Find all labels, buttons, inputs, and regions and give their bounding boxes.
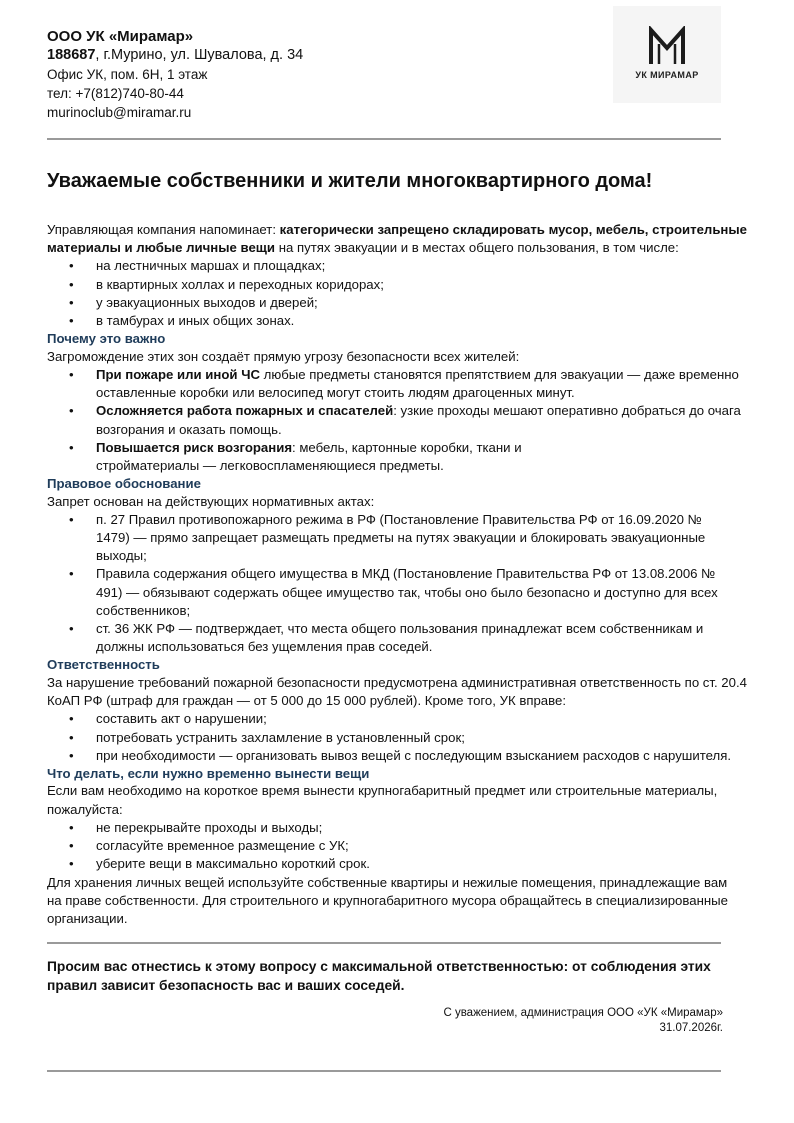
phone-number: тел: +7(812)740-80-44: [47, 86, 184, 101]
list-item: • у эвакуационных выходов и дверей;: [47, 294, 752, 312]
legal-list: [47, 511, 752, 657]
list-item: • Правила содержания общего имущества в МКД (Постановление Правительства РФ от 13.08.2006 № 491) — обязывают содержать общее имущество так, чтобы оно было безопасно и доступно для всех собственников;: [47, 565, 752, 620]
footer-divider: [47, 1070, 721, 1072]
list-item: • в тамбурах и иных общих зонах.: [47, 312, 752, 330]
page-title: Уважаемые собственники и жители многоквартирного дома!: [47, 170, 653, 192]
liability-list: [47, 710, 752, 765]
street-address: , г.Мурино, ул. Шувалова, д. 34: [95, 47, 304, 63]
temporary-tail: Для хранения личных вещей используйте собственные квартиры и нежилые помещения, принадлежащие вам на праве собственности. Для строительного и крупногабаритного мусора обращайтесь в специализированные организации.: [47, 874, 728, 926]
list-item: • потребовать устранить захламление в установленный срок;: [47, 729, 752, 747]
org-name: ООО УК «Мирамар»: [47, 28, 194, 45]
list-item: [47, 366, 752, 402]
item-bold: Повышается риск возгорания: [96, 439, 293, 455]
list-item: • в квартирных холлах и переходных коридорах;: [47, 276, 752, 294]
liability-lead: За нарушение требований пожарной безопасности предусмотрена административная ответственность по ст. 20.4 КоАП РФ (штраф для граждан — от 5 000 до 15 000 рублей). Кроме того, УК вправе:: [47, 674, 747, 709]
why-lead: Загромождение этих зон создаёт прямую угрозу безопасности всех жителей:: [47, 348, 520, 364]
temporary-lead: Если вам необходимо на короткое время вынести крупногабаритный предмет или строительные материалы, пожалуйста:: [47, 783, 718, 817]
intro-text-2: на путях эвакуации и в местах общего пользования, в том числе:: [275, 240, 679, 256]
item-text: любые предметы становятся препятствием для эвакуации — даже временно оставленные коробки или велосипед могут стоить людям драгоценных минут.: [96, 366, 739, 401]
notice-body: [47, 221, 752, 928]
item-bold: При пожаре или иной ЧС: [96, 366, 260, 382]
intro-text-1: Управляющая компания напоминает:: [47, 222, 280, 237]
closing-divider: [47, 942, 721, 944]
section-heading-why: Почему это важно: [47, 331, 166, 347]
legal-lead: Запрет основан на действующих нормативных актах:: [47, 493, 375, 509]
temporary-list: [47, 819, 752, 874]
list-item: • составить акт о нарушении;: [47, 710, 752, 728]
list-item: • на лестничных маршах и площадках;: [47, 257, 752, 275]
item-bold: Осложняется работа пожарных и спасателей: [96, 403, 394, 419]
item-text: : узкие проходы мешают оперативно добраться до очага возгорания и оказать помощь.: [96, 403, 741, 437]
item-text: : мебель, картонные коробки, ткани и стройматериалы — легковоспламеняющиеся предметы.: [96, 439, 522, 473]
org-address: [47, 46, 607, 65]
signature-line: С уважением, администрация ООО «УК «Мирамар»: [443, 1007, 723, 1019]
org-header: [47, 27, 607, 122]
company-logo: [613, 6, 721, 103]
list-item: • п. 27 Правил противопожарного режима в РФ (Постановление Правительства РФ от 16.09.2020 № 1479) — прямо запрещает размещать предметы на путях эвакуации и блокировать эвакуационные выходы;: [47, 511, 752, 566]
logo-mark-icon: [647, 26, 687, 66]
why-list: [47, 366, 752, 475]
closing-statement: Просим вас отнестись к этому вопросу с максимальной ответственностью: от соблюдения этих правил зависит безопасность вас и ваших соседей.: [47, 959, 711, 993]
intro-list: [47, 257, 752, 330]
signature-block: [443, 1006, 723, 1036]
list-item: [47, 439, 752, 475]
list-item: • не перекрывайте проходы и выходы;: [47, 819, 752, 837]
list-item: • ст. 36 ЖК РФ — подтверждает, что места общего пользования принадлежат всем собственникам и должны использоваться без ущемления прав соседей.: [47, 620, 752, 656]
list-item: • согласуйте временное размещение с УК;: [47, 837, 752, 855]
postcode: 188687: [47, 47, 96, 63]
section-heading-liability: Ответственность: [47, 657, 160, 673]
intro-bold: категорически запрещено складировать мусор, мебель, строительные материалы и любые личные вещи: [47, 222, 747, 256]
list-item: • при необходимости — организовать вывоз вещей с последующим взысканием расходов с нарушителя.: [47, 747, 752, 765]
email-address: murinoclub@miramar.ru: [47, 105, 192, 120]
section-heading-temporary: Что делать, если нужно временно вынести вещи: [47, 765, 370, 781]
intro-paragraph: [47, 221, 752, 257]
list-item: [47, 402, 752, 438]
signature-date: 31.07.2026г.: [659, 1022, 723, 1034]
header-divider: [47, 138, 721, 140]
section-heading-legal: Правовое обоснование: [47, 476, 201, 492]
list-item: • уберите вещи в максимально короткий срок.: [47, 855, 752, 873]
office-info: Офис УК, пом. 6Н, 1 этаж: [47, 67, 208, 82]
logo-text: УК МИРАМАР: [635, 70, 699, 80]
